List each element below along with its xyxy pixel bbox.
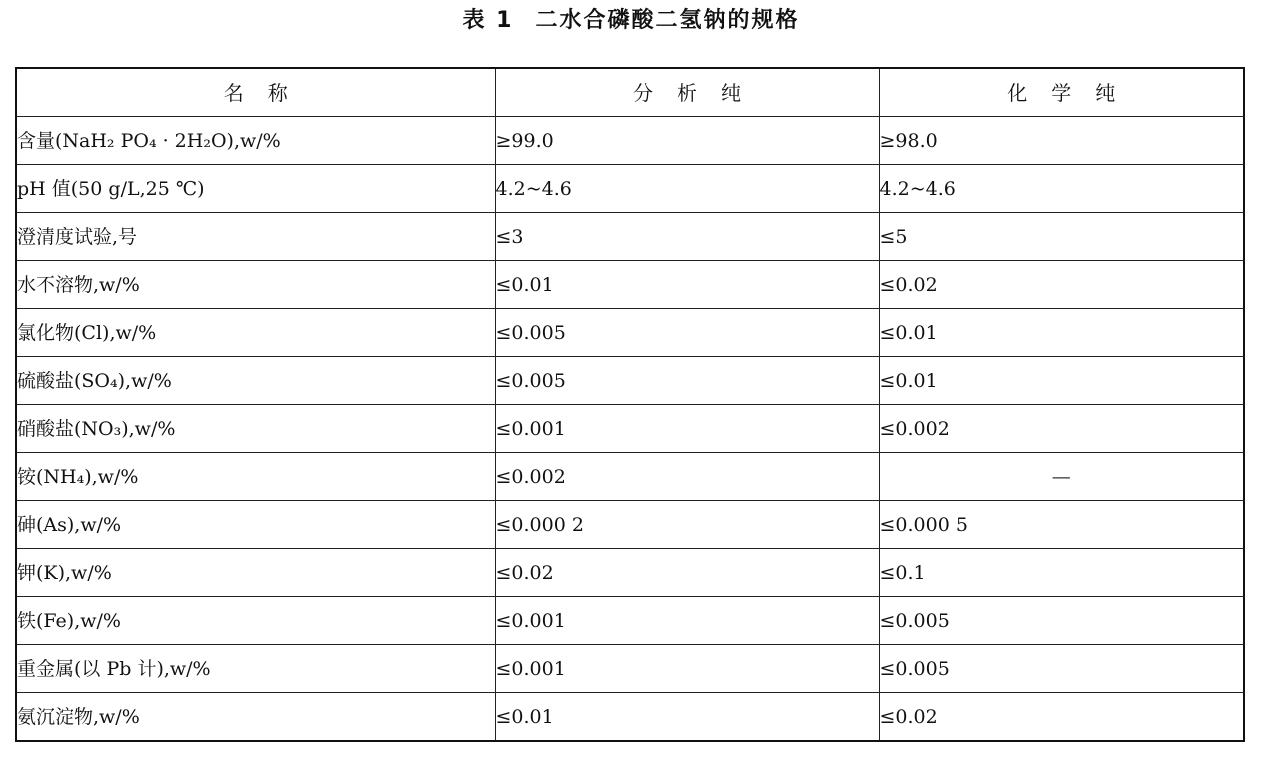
cell-analytical-value: ≤0.005 [495,309,879,357]
cell-analytical-value: ≤0.000 2 [495,501,879,549]
table-row [16,597,1244,645]
table-row [16,549,1244,597]
cell-chemical-value: ≤0.1 [879,549,1244,597]
cell-chemical-value: ≤0.01 [879,309,1244,357]
cell-chemical-value: — [879,453,1244,501]
table-row [16,261,1244,309]
cell-item-name: 硫酸盐(SO₄),w/% [16,357,495,405]
table-caption: 二水合磷酸二氢钠的规格 [535,8,800,33]
cell-analytical-value: ≤0.01 [495,261,879,309]
cell-analytical-value: ≤0.001 [495,597,879,645]
header-name: 名称 [16,68,495,117]
cell-chemical-value: ≤0.002 [879,405,1244,453]
cell-item-name: 水不溶物,w/% [16,261,495,309]
cell-chemical-value: ≤0.01 [879,357,1244,405]
specification-table [15,67,1245,742]
cell-item-name: 铁(Fe),w/% [16,597,495,645]
cell-item-name: 含量(NaH₂ PO₄ · 2H₂O),w/% [16,117,495,165]
cell-analytical-value: 4.2~4.6 [495,165,879,213]
cell-item-name: 硝酸盐(NO₃),w/% [16,405,495,453]
cell-analytical-value: ≤3 [495,213,879,261]
table-title [0,6,1262,36]
table-row [16,165,1244,213]
cell-analytical-value: ≤0.002 [495,453,879,501]
table-row [16,645,1244,693]
table-number: 表 1 [462,8,514,33]
table-header-row [16,68,1244,117]
cell-chemical-value: ≤0.005 [879,597,1244,645]
cell-chemical-value: ≤0.005 [879,645,1244,693]
table-row [16,693,1244,742]
table-row [16,309,1244,357]
table-row [16,453,1244,501]
table-row [16,405,1244,453]
cell-chemical-value: ≤0.02 [879,261,1244,309]
cell-chemical-value: ≤5 [879,213,1244,261]
cell-item-name: 氨沉淀物,w/% [16,693,495,742]
header-analytical-reagent: 分析纯 [495,68,879,117]
cell-chemical-value: ≤0.02 [879,693,1244,742]
header-chemical-pure: 化学纯 [879,68,1244,117]
cell-item-name: 澄清度试验,号 [16,213,495,261]
cell-chemical-value: ≥98.0 [879,117,1244,165]
cell-item-name: pH 值(50 g/L,25 ℃) [16,165,495,213]
table-row [16,357,1244,405]
table-row [16,501,1244,549]
cell-analytical-value: ≤0.01 [495,693,879,742]
cell-item-name: 钾(K),w/% [16,549,495,597]
cell-item-name: 重金属(以 Pb 计),w/% [16,645,495,693]
cell-item-name: 铵(NH₄),w/% [16,453,495,501]
cell-analytical-value: ≤0.005 [495,357,879,405]
table-row [16,117,1244,165]
cell-analytical-value: ≤0.02 [495,549,879,597]
cell-chemical-value: ≤0.000 5 [879,501,1244,549]
cell-item-name: 砷(As),w/% [16,501,495,549]
cell-analytical-value: ≤0.001 [495,645,879,693]
table-row [16,213,1244,261]
cell-chemical-value: 4.2~4.6 [879,165,1244,213]
cell-analytical-value: ≤0.001 [495,405,879,453]
cell-analytical-value: ≥99.0 [495,117,879,165]
cell-item-name: 氯化物(Cl),w/% [16,309,495,357]
